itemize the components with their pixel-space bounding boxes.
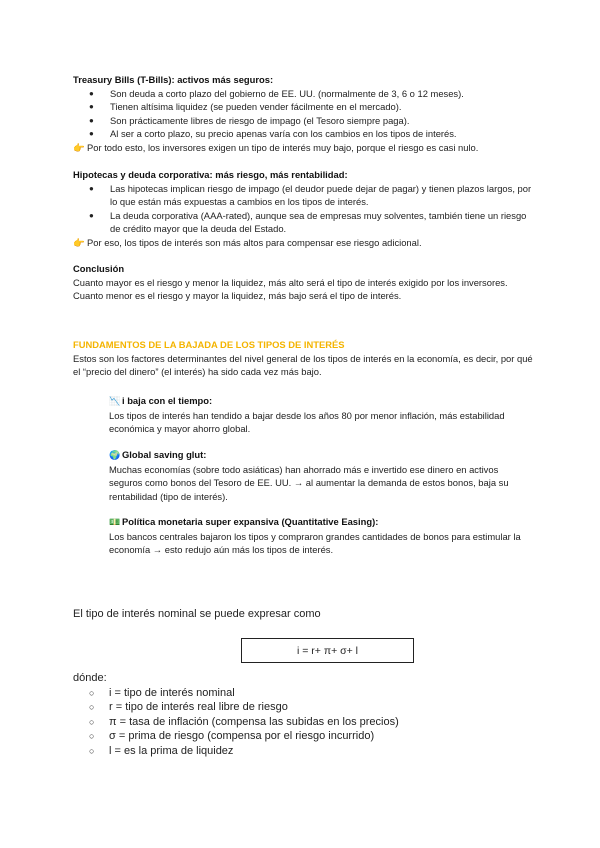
- factor-title: i baja con el tiempo:: [122, 395, 213, 406]
- list-item: ● La deuda corporativa (AAA-rated), aunque sea de empresas muy solventes, también tiene un riesgo de crédito mayor que la deuda del Estado.: [73, 209, 533, 236]
- donde-label: dónde:: [73, 672, 107, 684]
- fundamentos-heading: FUNDAMENTOS DE LA BAJADA DE LOS TIPOS DE INTERÉS: [73, 339, 345, 350]
- list-item: ○ π = tasa de inflación (compensa las subidas en los precios): [73, 715, 533, 730]
- fundamentos-section: [73, 338, 533, 379]
- fundamentos-intro: Estos son los factores determinantes del nivel general de los tipos de interés en la economía, es decir, por qué el “precio del dinero” (el interés) ha sido cada vez más bajo.: [73, 352, 533, 377]
- conclusion-title: Conclusión: [73, 263, 125, 274]
- tbills-list: [73, 87, 533, 141]
- pointing-hand-icon: 👉: [73, 141, 85, 153]
- tbills-section: [73, 73, 533, 154]
- tbills-note: [73, 141, 533, 155]
- list-item: ● Las hipotecas implican riesgo de impago (el deudor puede dejar de pagar) y tienen plazos largos, por lo que están más expuestas a cambios en los tipos de interés.: [73, 182, 533, 209]
- factor-text: Los bancos centrales bajaron los tipos y compraron grandes cantidades de bonos para estimular la economía → esto redujo aún más los tipos de interés.: [109, 530, 521, 555]
- list-item: ● Tienen altísima liquidez (se pueden vender fácilmente en el mercado).: [73, 100, 533, 114]
- mortgages-list: [73, 182, 533, 236]
- factor-text: Muchas economías (sobre todo asiáticas) han ahorrado más e invertido ese dinero en activos seguros como bonos del Tesoro de EE. UU. → al aumentar la demanda de estos bonos, baja su rentabilidad (tipo de interés).: [109, 463, 509, 502]
- mortgages-note: [73, 236, 533, 250]
- conclusion-line-1: Cuanto mayor es el riesgo y menor la liquidez, más alto será el tipo de interés exigido por los inversores.: [73, 276, 508, 288]
- pointing-hand-icon: 👉: [73, 236, 85, 248]
- factor-qe: [109, 515, 534, 557]
- factor-text: Los tipos de interés han tendido a bajar desde los años 80 por menor inflación, más estabilidad económica y mayor ahorro global.: [109, 409, 505, 434]
- factor-title: Global saving glut:: [122, 449, 207, 460]
- conclusion-line-2: Cuanto menor es el riesgo y mayor la liquidez, más bajo será el tipo de interés.: [73, 290, 402, 301]
- formula-box: [241, 638, 414, 663]
- definitions-section: [73, 671, 533, 758]
- formula-text: i = r+ π+ σ+ l: [296, 644, 358, 657]
- nominal-intro: El tipo de interés nominal se puede expresar como: [73, 608, 321, 620]
- factor-title: Política monetaria super expansiva (Quantitative Easing):: [122, 516, 379, 527]
- tbills-title: Treasury Bills (T-Bills): activos más seguros:: [73, 74, 274, 85]
- conclusion-section: [73, 262, 533, 303]
- mortgages-note-text: Por eso, los tipos de interés son más altos para compensar ese riesgo adicional.: [87, 236, 422, 248]
- list-item: ● Son prácticamente libres de riesgo de impago (el Tesoro siempre paga).: [73, 114, 533, 128]
- list-item: ● Son deuda a corto plazo del gobierno de EE. UU. (normalmente de 3, 6 o 12 meses).: [73, 87, 533, 101]
- tbills-note-text: Por todo esto, los inversores exigen un tipo de interés muy bajo, porque el riesgo es casi nulo.: [87, 141, 479, 153]
- factor-saving-glut: [109, 448, 534, 503]
- globe-icon: 🌍: [109, 450, 121, 460]
- list-item: ○ r = tipo de interés real libre de riesgo: [73, 700, 533, 715]
- factor-rates-fall: [109, 394, 534, 436]
- list-item: ○ l = es la prima de liquidez: [73, 744, 533, 759]
- list-item: ○ i = tipo de interés nominal: [73, 686, 533, 701]
- list-item: ● Al ser a corto plazo, su precio apenas varía con los cambios en los tipos de interés.: [73, 127, 533, 141]
- chart-decreasing-icon: 📉: [109, 396, 121, 406]
- definitions-list: [73, 686, 533, 759]
- dollar-banknote-icon: 💵: [109, 517, 121, 527]
- list-item: ○ σ = prima de riesgo (compensa por el riesgo incurrido): [73, 729, 533, 744]
- mortgages-section: [73, 168, 533, 249]
- mortgages-title: Hipotecas y deuda corporativa: más riesgo, más rentabilidad:: [73, 169, 348, 180]
